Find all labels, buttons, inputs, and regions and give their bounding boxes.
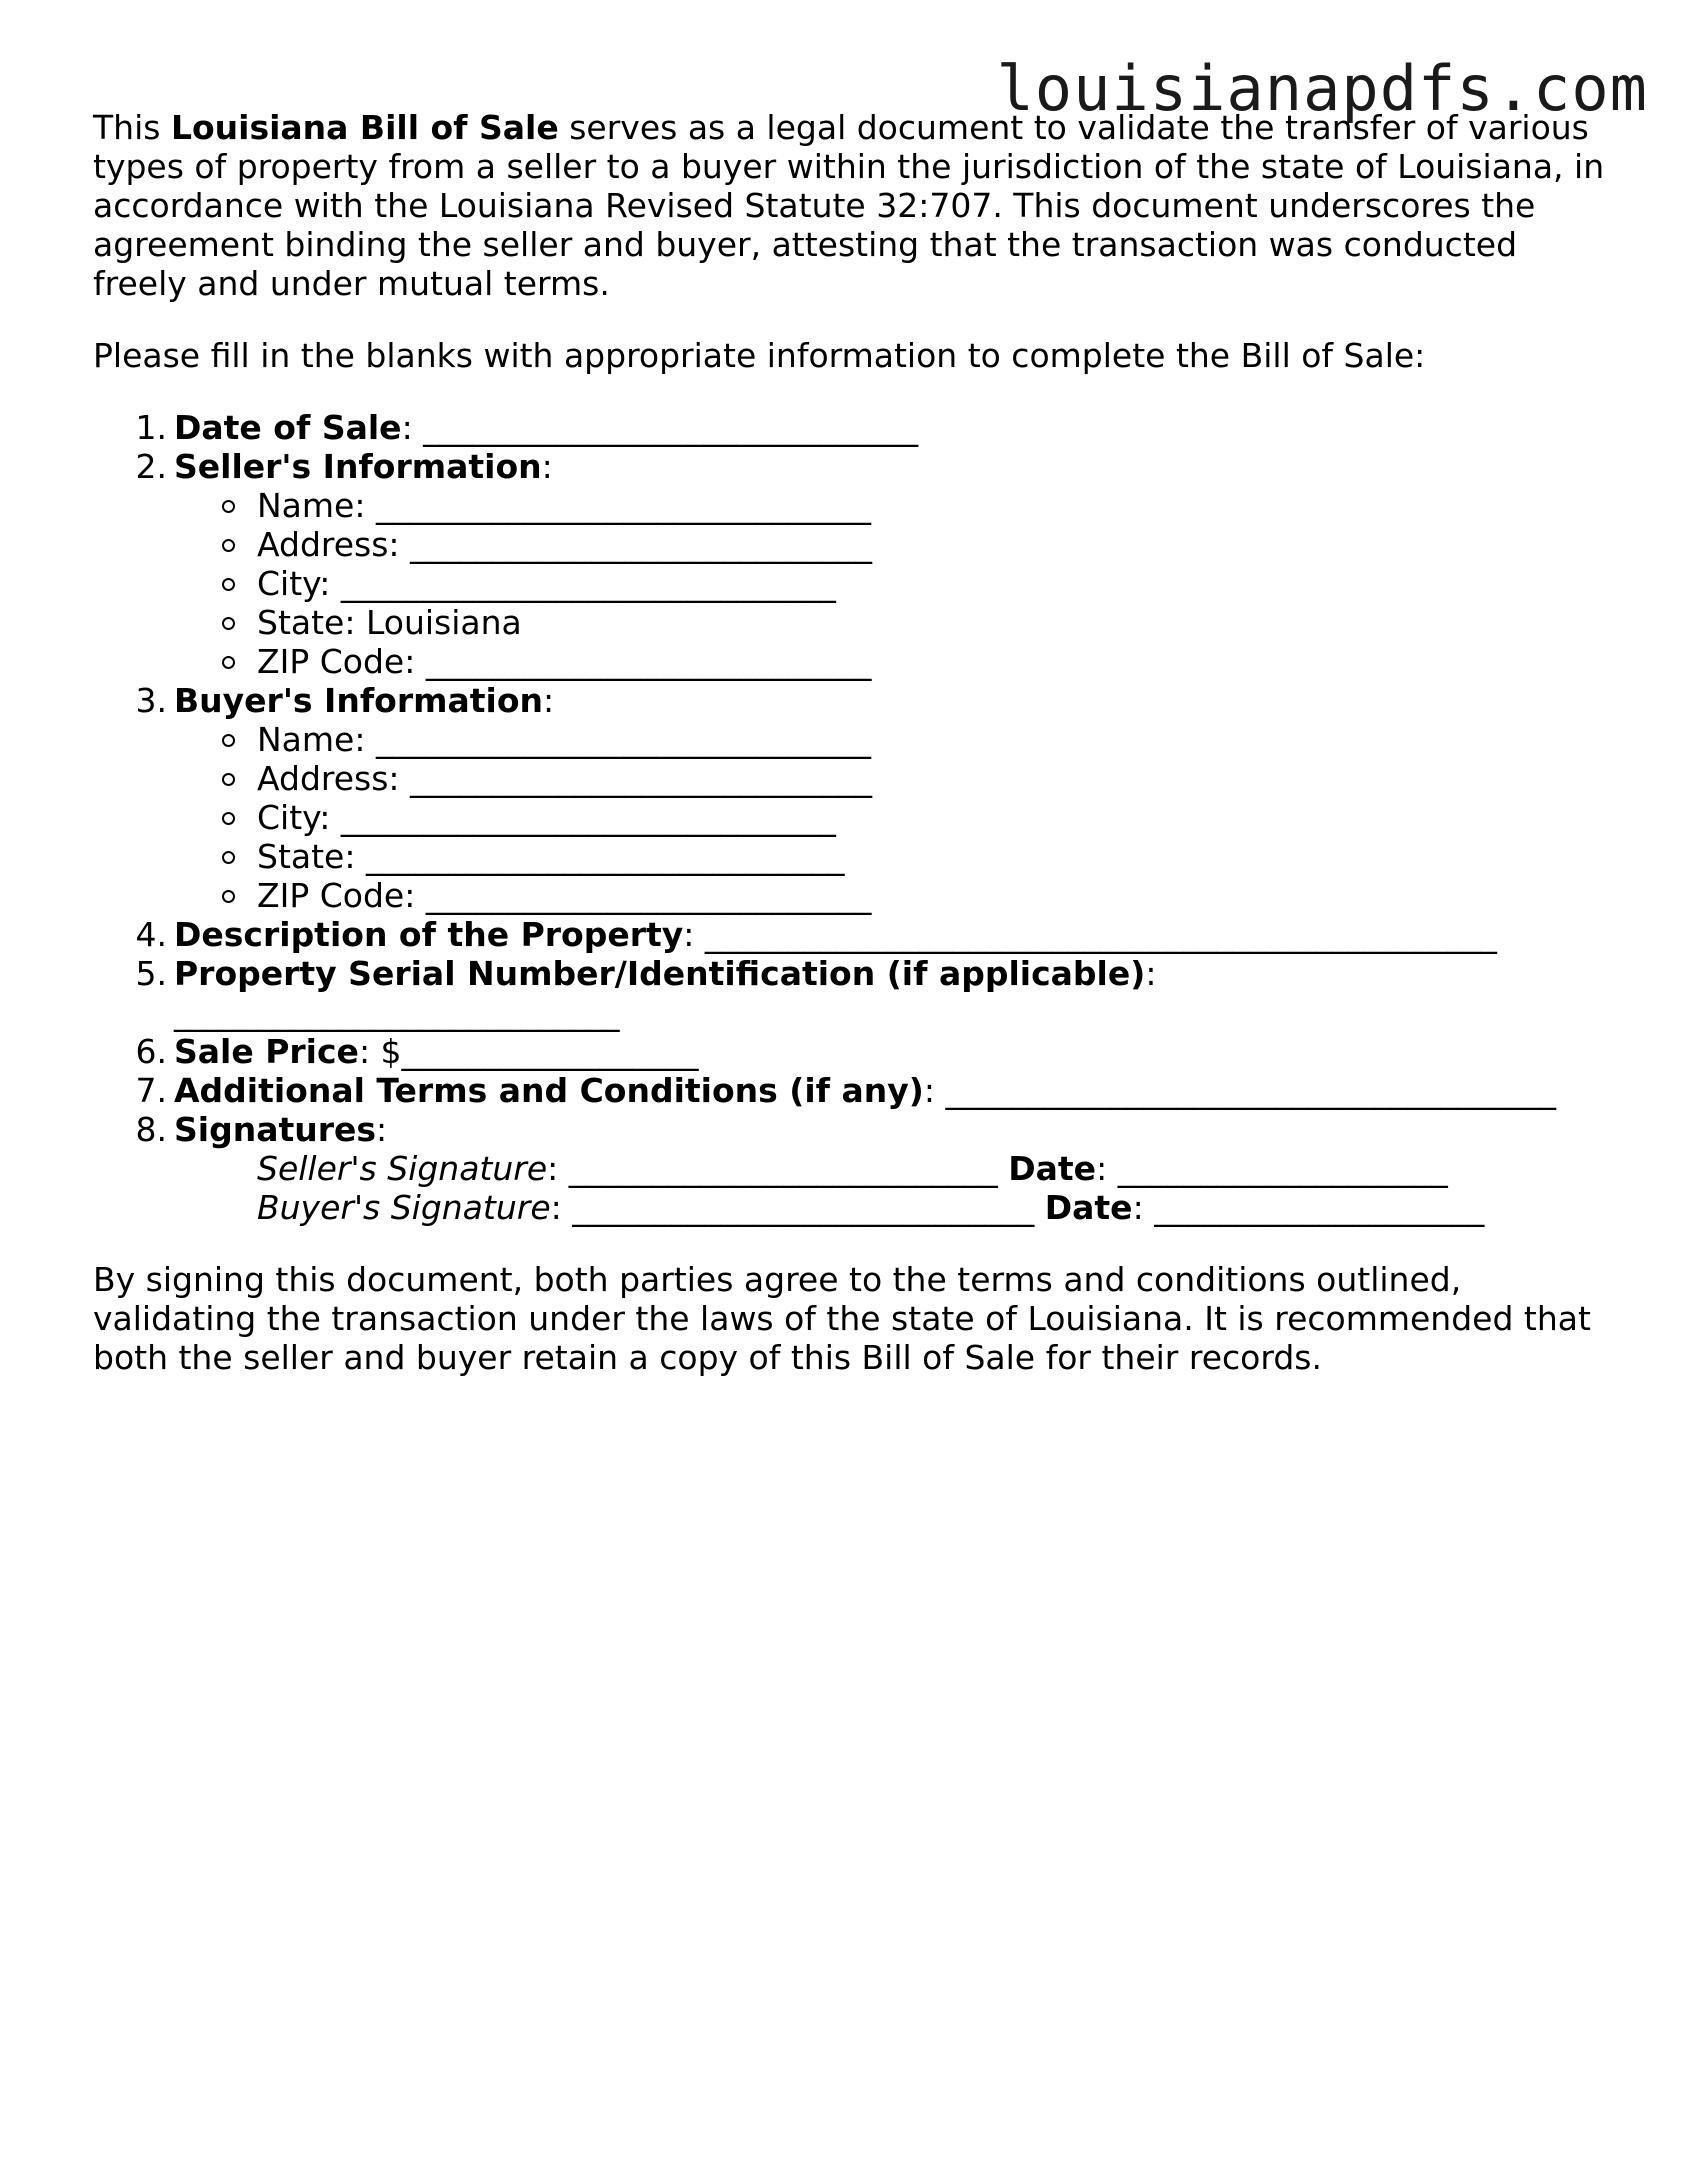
document-body [93,108,1613,1377]
buyer-address-row [257,759,1613,798]
additional-terms-blank[interactable]: _____________________________________ [945,1071,1556,1110]
item-number: 2. [135,447,167,486]
field-separator: : [1132,1188,1155,1227]
field-label: Additional Terms and Conditions (if any) [174,1071,924,1110]
seller-state-row [257,603,1613,642]
buyer-city-row [257,798,1613,837]
buyer-address-blank[interactable]: ____________________________ [410,759,873,798]
field-label: Address: [257,525,411,564]
item-signatures [135,1110,1613,1227]
field-separator: : [541,447,553,486]
field-separator: : [1145,954,1157,993]
item-number: 3. [135,681,167,720]
buyer-signature-blank[interactable]: ____________________________ [572,1188,1035,1227]
buyer-state-row [257,837,1613,876]
seller-name-row [257,486,1613,525]
seller-fields [174,486,1613,681]
field-separator: : [550,1188,573,1227]
buyer-date-blank[interactable]: ____________________ [1154,1188,1485,1227]
field-label: ZIP Code: [257,642,426,681]
buyer-signature-row [174,1188,1613,1227]
item-seller-information [135,447,1613,681]
item-date-of-sale [135,408,1613,447]
field-label: State: Louisiana [257,603,522,642]
seller-date-blank[interactable]: ____________________ [1117,1149,1448,1188]
seller-signature-blank[interactable]: __________________________ [568,1149,998,1188]
intro-text-rest: serves as a legal document to validate the transfer of various types of property from a seller to a buyer within the jurisdiction of the state of Louisiana, in accordance with the Louisiana Revised Statute 32:707. This document underscores the agreement binding the seller and buyer, attesting that the transaction was conducted freely and under mutual terms. [93,108,1605,303]
field-label: Address: [257,759,411,798]
seller-address-row [257,525,1613,564]
item-number: 1. [135,408,167,447]
field-label: Date [1044,1188,1133,1227]
section-label: Seller's Information [174,447,542,486]
field-separator: : [1096,1149,1118,1188]
item-property-description [135,915,1613,954]
buyer-state-blank[interactable]: _____________________________ [365,837,845,876]
item-number: 5. [135,954,167,993]
property-description-blank[interactable]: ________________________________________________ [704,915,1497,954]
buyer-name-blank[interactable]: ______________________________ [375,720,871,759]
seller-city-row [257,564,1613,603]
field-label: Date [1008,1149,1097,1188]
field-label: Property Serial Number/Identification (if applicable) [174,954,1146,993]
field-label: Sale Price [174,1032,359,1071]
section-label: Buyer's Information [174,681,544,720]
item-buyer-information [135,681,1613,915]
seller-zip-blank[interactable]: ___________________________ [425,642,872,681]
seller-name-blank[interactable]: ______________________________ [375,486,871,525]
item-additional-terms [135,1071,1613,1110]
buyer-zip-row [257,876,1613,915]
item-number: 4. [135,915,167,954]
field-separator: : [376,1110,388,1149]
item-number: 8. [135,1110,167,1149]
field-separator: : [401,408,424,447]
field-label: City: [257,798,341,837]
field-label: Name: [257,486,376,525]
seller-zip-row [257,642,1613,681]
item-sale-price [135,1032,1613,1071]
seller-address-blank[interactable]: ____________________________ [410,525,873,564]
buyer-fields [174,720,1613,915]
field-label: Date of Sale [174,408,402,447]
instruction-text: Please fill in the blanks with appropriate information to complete the Bill of Sale: [93,336,1426,375]
field-separator: : $ [358,1032,402,1071]
field-separator: : [683,915,705,954]
seller-signature-row [174,1149,1613,1188]
field-separator: : [923,1071,946,1110]
seller-city-blank[interactable]: ______________________________ [340,564,836,603]
item-number: 6. [135,1032,167,1071]
field-label: City: [257,564,341,603]
document-title: Louisiana Bill of Sale [170,108,559,147]
item-property-serial [135,954,1613,1032]
buyer-city-blank[interactable]: ______________________________ [340,798,836,837]
intro-text-start: This [93,108,171,147]
field-label: Name: [257,720,376,759]
date-of-sale-blank[interactable]: ______________________________ [423,408,919,447]
field-label: Description of the Property [174,915,684,954]
section-label: Signatures [174,1110,377,1149]
intro-paragraph [93,108,1613,303]
property-serial-blank[interactable]: ___________________________ [174,993,620,1032]
sale-price-blank[interactable]: __________________ [401,1032,699,1071]
closing-paragraph: By signing this document, both parties agree to the terms and conditions outlined, validating the transaction under the laws of the state of Louisiana. It is recommended that both the seller and buyer retain a copy of this Bill of Sale for their records. [93,1260,1591,1377]
field-label: State: [257,837,366,876]
field-separator: : [547,1149,569,1188]
field-separator: : [543,681,555,720]
field-label: ZIP Code: [257,876,426,915]
form-items-list [93,408,1613,1227]
buyer-zip-blank[interactable]: ___________________________ [425,876,872,915]
watermark-logo: louisianapdfs.com [996,52,1648,125]
item-number: 7. [135,1071,167,1110]
field-label: Buyer's Signature [257,1188,551,1227]
buyer-name-row [257,720,1613,759]
field-label: Seller's Signature [257,1149,548,1188]
